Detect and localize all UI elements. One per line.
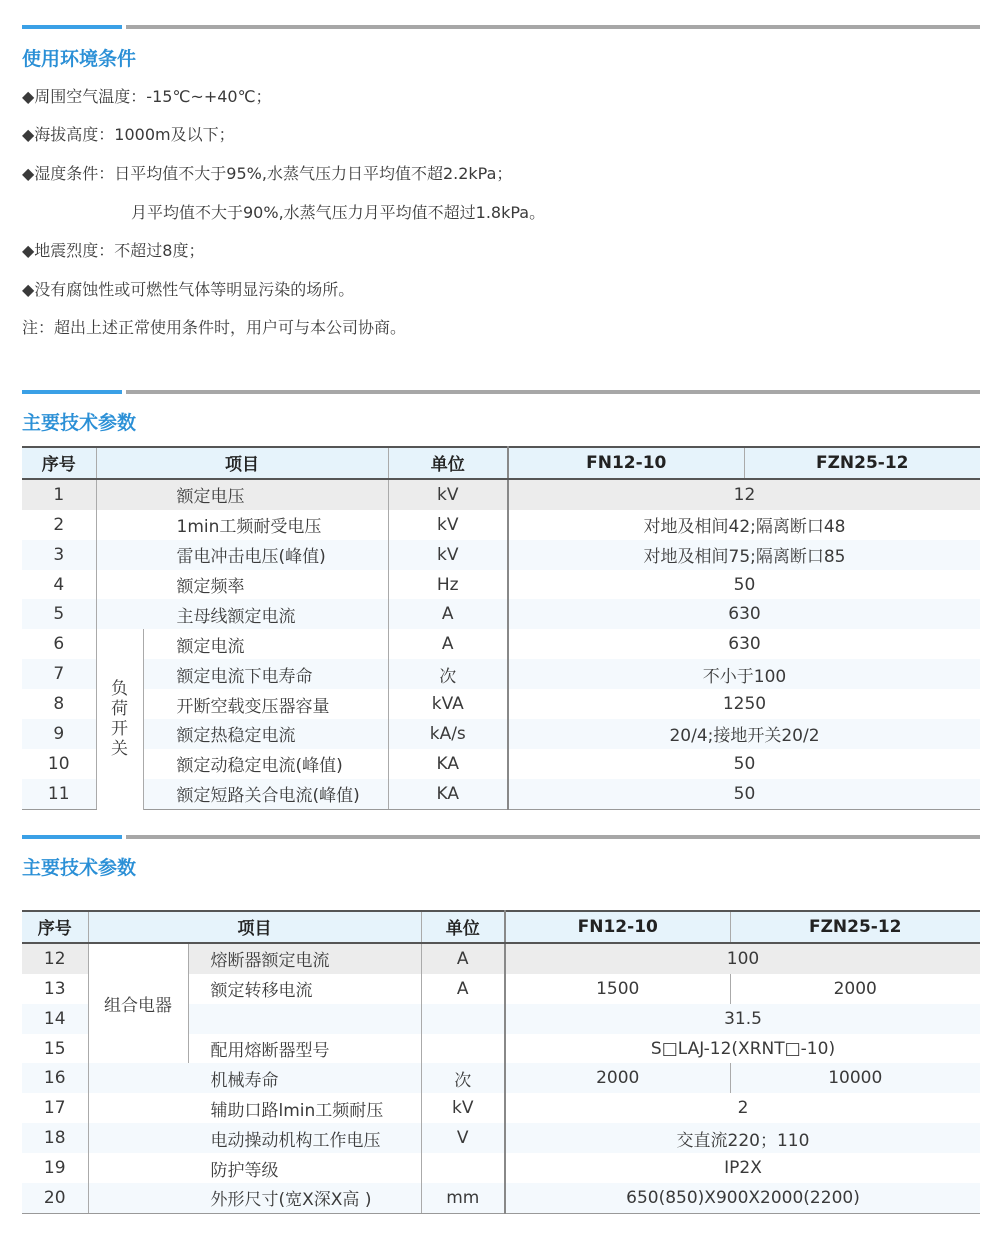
section-title-specs-1: 主要技术参数	[22, 412, 137, 434]
row-value: 12	[508, 479, 980, 510]
row-no: 8	[22, 689, 96, 719]
condition-pollution: ◆没有腐蚀性或可燃性气体等明显污染的场所。	[22, 280, 355, 299]
header-no: 序号	[22, 911, 88, 943]
row-unit	[421, 1034, 505, 1064]
row-item: 额定频率	[96, 570, 388, 600]
row-value: 50	[733, 753, 756, 774]
table-row	[22, 779, 980, 809]
row-unit: A	[421, 974, 505, 1004]
group-label-text: 组合电器	[104, 996, 172, 1017]
table-row	[22, 629, 980, 659]
condition-altitude: ◆海拔高度：1000m及以下；	[22, 125, 235, 144]
row-no: 7	[22, 659, 96, 689]
header-unit: 单位	[421, 911, 505, 943]
table-row	[22, 540, 980, 570]
table-row	[22, 659, 980, 689]
row-item: 额定短路关合电流(峰值)	[143, 779, 388, 809]
row-unit: kVA	[388, 689, 508, 719]
table-row	[22, 479, 980, 510]
row-value: IP2X	[724, 1158, 762, 1179]
table-row	[22, 689, 980, 719]
header-model-b: FZN25-12	[730, 911, 980, 943]
table-row	[22, 1123, 980, 1153]
row-item: 额定热稳定电流	[143, 719, 388, 749]
condition-seismic: ◆地震烈度：不超过8度；	[22, 241, 205, 260]
row-value: S□LAJ-12(XRNT□-10)	[650, 1038, 836, 1059]
row-no: 10	[22, 749, 96, 779]
section-divider	[22, 835, 980, 839]
row-no: 15	[22, 1034, 88, 1064]
row-no: 18	[22, 1123, 88, 1153]
spec-table-1	[22, 446, 980, 810]
row-no: 17	[22, 1093, 88, 1123]
header-item: 项目	[96, 447, 388, 479]
row-unit: A	[388, 629, 508, 659]
row-item: 额定电流下电寿命	[143, 659, 388, 689]
row-unit: kV	[421, 1093, 505, 1123]
row-unit: mm	[421, 1183, 505, 1213]
row-value: 对地及相间42;隔离断口48	[643, 517, 846, 538]
row-item: 配用熔断器型号	[188, 1034, 421, 1064]
row-unit: A	[421, 943, 505, 974]
row-no: 5	[22, 599, 96, 629]
row-value-b: 2000	[833, 978, 877, 999]
row-unit: 次	[421, 1063, 505, 1093]
row-value: 50	[733, 574, 756, 595]
row-item: 1min工频耐受电压	[96, 510, 388, 540]
table-row	[22, 749, 980, 779]
row-no: 3	[22, 540, 96, 570]
condition-humidity-monthly: 月平均值不大于90%,水蒸气压力月平均值不超过1.8kPa。	[131, 203, 546, 222]
header-no: 序号	[22, 447, 96, 479]
table-header-row	[22, 911, 980, 943]
row-value: 20/4;接地开关20/2	[508, 719, 980, 749]
row-no: 1	[22, 479, 96, 510]
row-no: 16	[22, 1063, 88, 1093]
row-unit: 次	[388, 659, 508, 689]
row-value: 630	[728, 634, 761, 655]
table-row	[22, 510, 980, 540]
header-model-a: FN12-10	[505, 911, 730, 943]
condition-note: 注：超出上述正常使用条件时，用户可与本公司协商。	[22, 318, 407, 337]
row-item: 机械寿命	[88, 1063, 421, 1093]
group-label-text: 负荷开关	[111, 679, 128, 760]
row-item: 额定转移电流	[188, 974, 421, 1004]
table-row	[22, 1153, 980, 1183]
row-value: 1250	[722, 694, 767, 715]
row-value: 2	[737, 1098, 749, 1119]
condition-humidity-daily: ◆湿度条件：日平均值不大于95%,水蒸气压力日平均值不超2.2kPa；	[22, 164, 513, 183]
table-row	[22, 943, 980, 974]
row-value: 50	[508, 779, 980, 809]
row-value: 交直流220；110	[505, 1123, 980, 1153]
row-no: 19	[22, 1153, 88, 1183]
table-row	[22, 1183, 980, 1213]
row-value: 100	[505, 943, 980, 974]
row-item: 额定电流	[143, 629, 388, 659]
header-unit: 单位	[388, 447, 508, 479]
row-item: 开断空载变压器容量	[143, 689, 388, 719]
section-title-specs-2: 主要技术参数	[22, 857, 137, 879]
row-no: 2	[22, 510, 96, 540]
row-value: 对地及相间75;隔离断口85	[508, 540, 980, 570]
header-model-a: FN12-10	[508, 447, 744, 479]
table-row	[22, 1093, 980, 1123]
row-no: 9	[22, 719, 96, 749]
row-item: 额定电压	[96, 479, 388, 510]
row-no: 6	[22, 629, 96, 659]
table-row	[22, 719, 980, 749]
spec-table-2	[22, 910, 980, 1214]
row-unit: kA/s	[388, 719, 508, 749]
row-no: 4	[22, 570, 96, 600]
row-item: 熔断器额定电流	[188, 943, 421, 974]
row-value: 不小于100	[508, 659, 980, 689]
group-label-combined	[88, 943, 188, 1064]
section-divider	[22, 25, 980, 29]
row-no: 12	[22, 943, 88, 974]
row-value: 630	[508, 599, 980, 629]
row-value-a: 1500	[505, 974, 730, 1004]
row-value: 31.5	[505, 1004, 980, 1034]
table-row	[22, 1063, 980, 1093]
row-item: 主母线额定电流	[96, 599, 388, 629]
row-unit	[421, 1153, 505, 1183]
row-no: 13	[22, 974, 88, 1004]
row-item: 电动操动机构工作电压	[88, 1123, 421, 1153]
row-value: 650(850)X900X2000(2200)	[505, 1183, 980, 1213]
row-value-b: 10000	[730, 1063, 980, 1093]
table-header-row	[22, 447, 980, 479]
row-value-a: 2000	[505, 1063, 730, 1093]
row-unit: Hz	[388, 570, 508, 600]
row-item: 雷电冲击电压(峰值)	[96, 540, 388, 570]
table-row	[22, 599, 980, 629]
row-no: 14	[22, 1004, 88, 1034]
group-label-load-switch	[96, 629, 143, 809]
condition-temperature: ◆周围空气温度：-15℃~+40℃；	[22, 87, 272, 106]
row-unit: A	[388, 599, 508, 629]
row-unit: V	[421, 1123, 505, 1153]
row-unit: KA	[388, 779, 508, 809]
row-unit	[421, 1004, 505, 1034]
section-title-conditions: 使用环境条件	[22, 48, 137, 70]
header-model-b: FZN25-12	[744, 447, 980, 479]
header-item: 项目	[88, 911, 421, 943]
row-item: 额定动稳定电流(峰值)	[143, 749, 388, 779]
row-unit: kV	[388, 540, 508, 570]
row-item	[188, 1004, 421, 1034]
row-item: 防护等级	[88, 1153, 421, 1183]
row-no: 20	[22, 1183, 88, 1213]
row-unit: kV	[388, 479, 508, 510]
row-unit: kV	[388, 510, 508, 540]
row-unit: KA	[388, 749, 508, 779]
section-divider	[22, 390, 980, 394]
row-no: 11	[22, 779, 96, 809]
table-row	[22, 570, 980, 600]
row-item: 外形尺寸(宽X深X高 )	[88, 1183, 421, 1213]
row-item: 辅助口路lmin工频耐压	[88, 1093, 421, 1123]
